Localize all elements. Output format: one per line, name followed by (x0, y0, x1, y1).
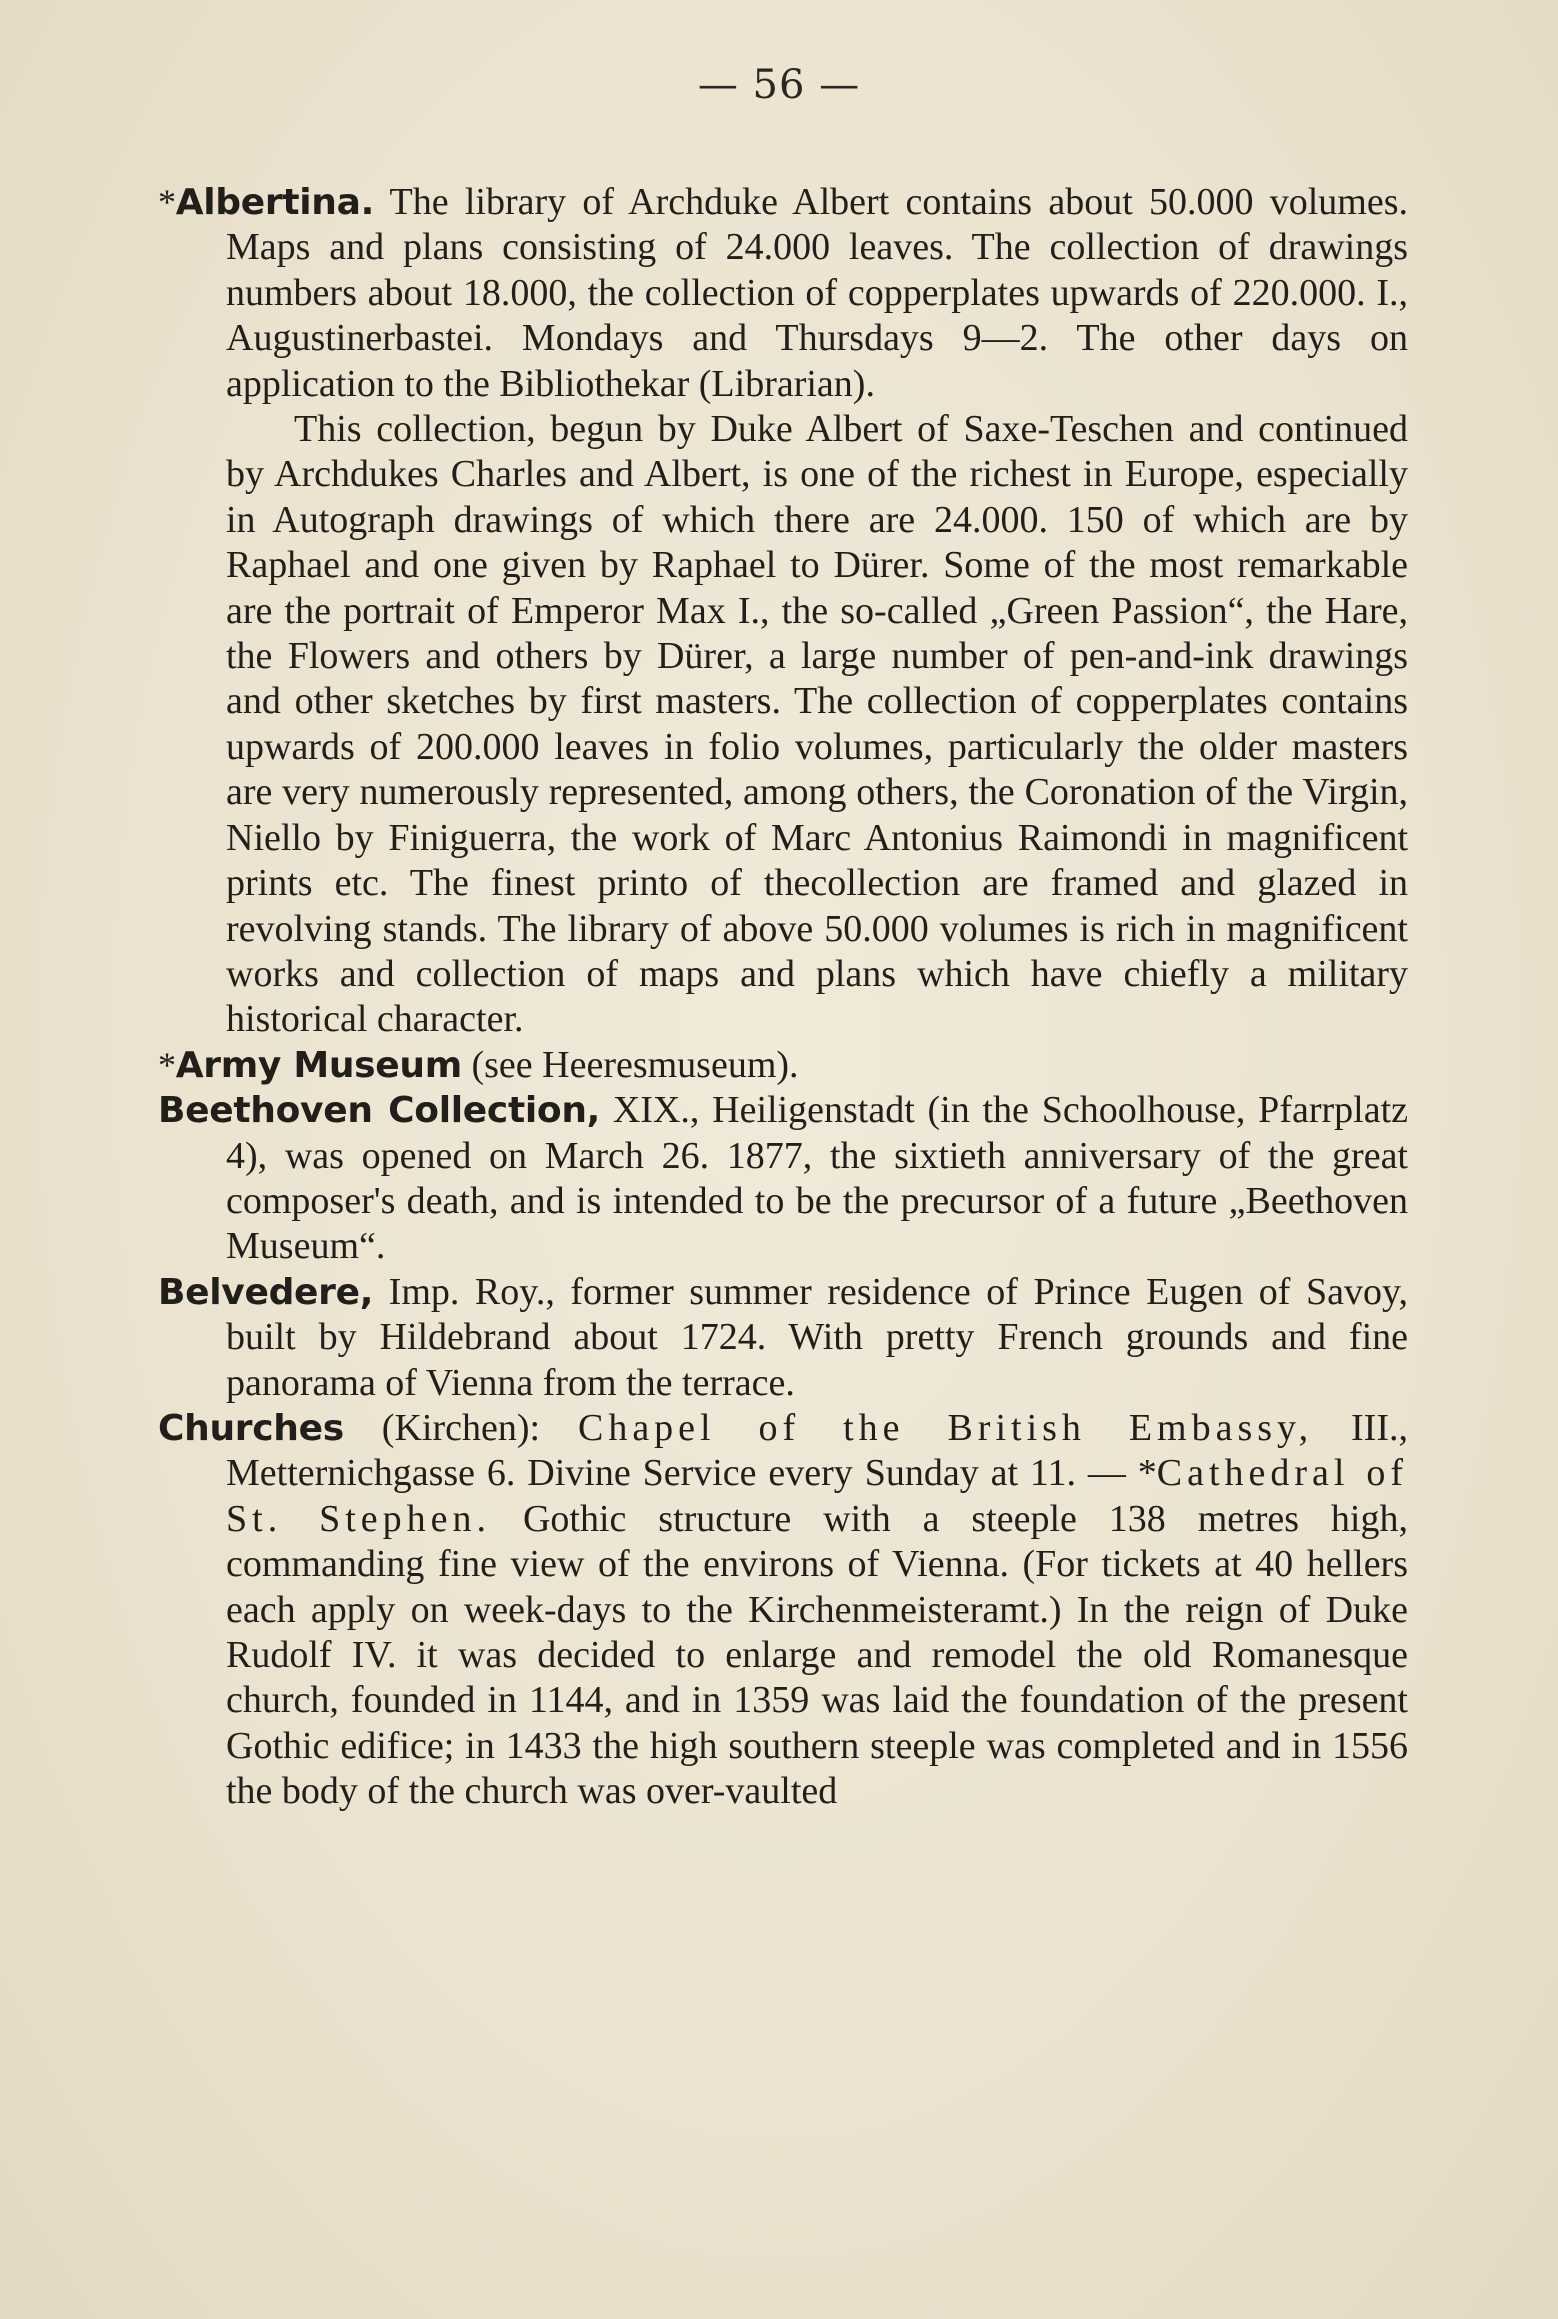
page-number: — 56 — (697, 62, 861, 108)
heading-text: Albertina. (175, 182, 374, 223)
entry-albertina-description (158, 407, 1408, 1043)
entry-albertina (158, 180, 1408, 407)
entry-heading: Beethoven Collection, (158, 1090, 601, 1132)
entry-heading (158, 1045, 462, 1086)
entry-text: This collection, begun by Duke Albert of Saxe-Teschen and continued by Archdukes Charles and Albert, is one of the richest in Europe, especially in Autograph drawings of which there are 24.000. 150 of which are by Raphael and one given by Raphael to Dürer. Some of the most remarkable are the portrait of Emperor Max I., the so-called „Green Passion“, the Hare, the Flowers and others by Dürer, a large number of pen-and-ink drawings and other sketches by first masters. The collection of copperplates contains upwards of 200.000 leaves in folio volumes, particularly the older masters are very numerously represented, among others, the Coronation of the Virgin, Niello by Finiguerra, the work of Marc Antonius Raimondi in magnificent prints etc. The finest printo of thecollection are framed and glazed in revolving stands. The library of above 50.000 volumes is rich in magnificent works and collection of maps and plans which have chiefly a military historical character. (226, 408, 1408, 1041)
spaced-text: Chapel of the British Embassy, (577, 1406, 1314, 1449)
entry-text: III., Metternichgasse 6. Divine Service every Sunday at 11. — * (226, 1406, 1408, 1495)
entry-heading (158, 182, 374, 223)
entry-text: Imp. Roy., former summer residence of Prince Eugen of Savoy, built by Hildebrand about 1724. With pretty French grounds and fine panorama of Vienna from the terrace. (226, 1270, 1408, 1404)
star-marker: * (158, 1044, 176, 1085)
entry-text: Gothic structure with a steeple 138 metres high, commanding fine view of the environs of Vienna. (For tickets at 40 hellers each apply on week-days to the Kirchenmeisteramt.) In the reign of Duke Rudolf IV. it was decided to enlarge and remodel the old Romanesque church, founded in 1144, and in 1359 was laid the foundation of the present Gothic edifice; in 1433 the high southern steeple was completed and in 1556 the body of the church was over-vaulted (226, 1497, 1408, 1813)
star-marker: * (158, 182, 176, 222)
spaced-text: Cathedral of St. Stephen. (226, 1452, 1409, 1540)
entry-text: The library of Archduke Albert contains about 50.000 volumes. Maps and plans consisting of 24.000 leaves. The collection of drawings numbers about 18.000, the collection of copperplates upwards of 220.000. I., Augustinerbastei. Mondays and Thursdays 9—2. The other days on application to the Bibliothekar (Librarian). (226, 181, 1408, 405)
entry-army-museum (158, 1043, 1408, 1088)
entry-heading: Belvedere, (158, 1271, 374, 1313)
entry-text: (see Heeresmuseum). (461, 1043, 799, 1086)
entry-heading: Churches (158, 1407, 344, 1449)
heading-text: Army Museum (175, 1044, 462, 1086)
page-body (158, 180, 1408, 1815)
entry-beethoven-collection (158, 1088, 1408, 1270)
entry-churches (158, 1406, 1408, 1815)
entry-text: XIX., Heiligenstadt (in the Schoolhouse, Pfarrplatz 4), was opened on March 26. 1877, the sixtieth anniversary of the great composer's death, and is intended to be the precursor of a future „Beethoven Museum“. (226, 1089, 1408, 1268)
entry-text: (Kirchen): (343, 1406, 578, 1449)
entry-belvedere (158, 1270, 1408, 1406)
